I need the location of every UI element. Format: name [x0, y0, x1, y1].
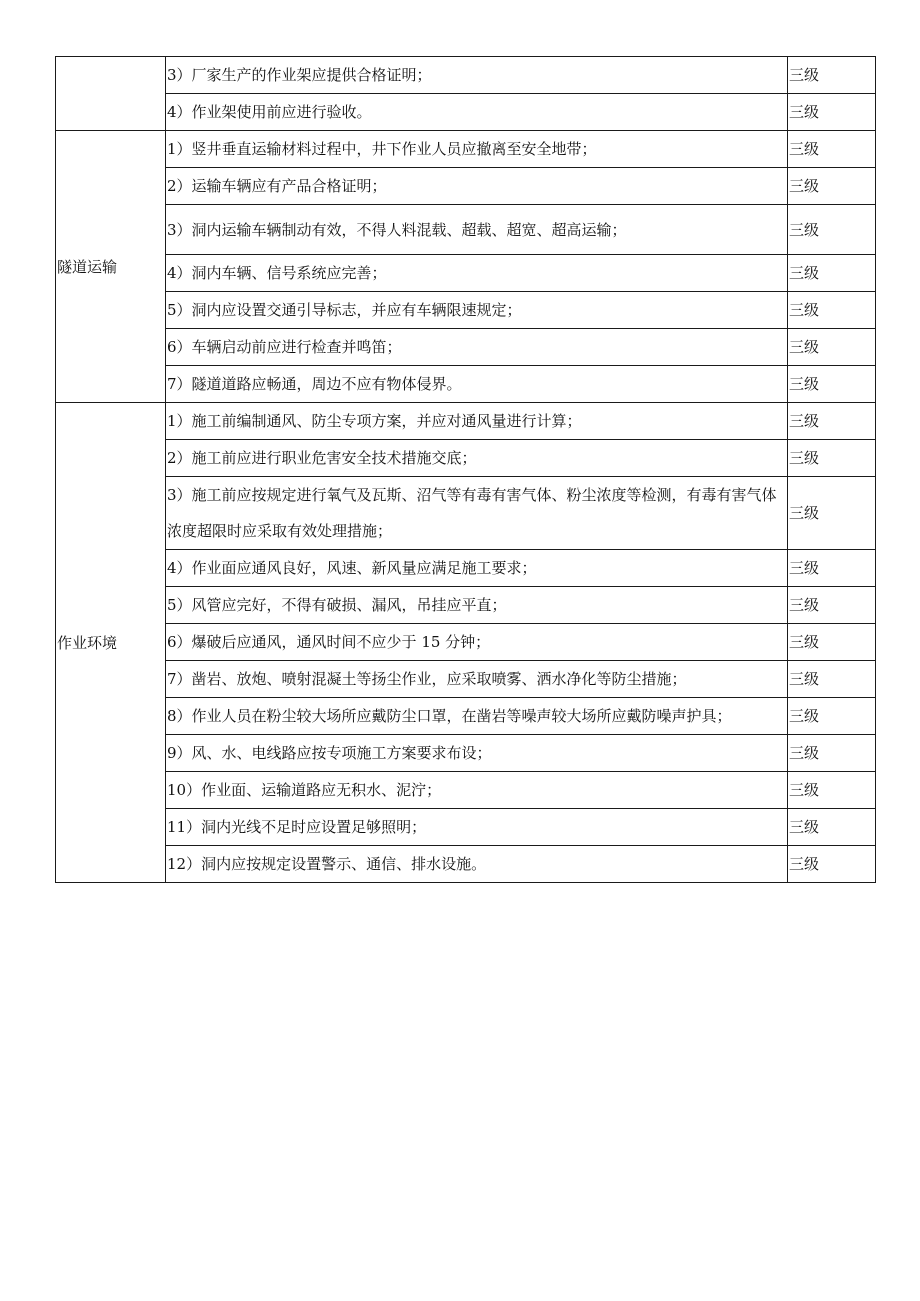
check-item: 12）洞内应按规定设置警示、通信、排水设施。	[166, 846, 788, 883]
category-cell: 作业环境	[56, 403, 166, 883]
level-cell: 三级	[788, 661, 876, 698]
level-cell: 三级	[788, 440, 876, 477]
table-row	[56, 131, 876, 168]
table-row	[56, 329, 876, 366]
level-cell: 三级	[788, 168, 876, 205]
level-cell: 三级	[788, 550, 876, 587]
check-item: 3）厂家生产的作业架应提供合格证明；	[166, 57, 788, 94]
table-row	[56, 846, 876, 883]
level-cell: 三级	[788, 846, 876, 883]
level-cell: 三级	[788, 809, 876, 846]
table-row	[56, 624, 876, 661]
safety-checklist-table	[55, 56, 876, 883]
level-cell: 三级	[788, 57, 876, 94]
check-item: 2）施工前应进行职业危害安全技术措施交底；	[166, 440, 788, 477]
table-row	[56, 366, 876, 403]
check-item: 4）洞内车辆、信号系统应完善；	[166, 255, 788, 292]
table-row	[56, 772, 876, 809]
check-item: 11）洞内光线不足时应设置足够照明；	[166, 809, 788, 846]
level-cell: 三级	[788, 329, 876, 366]
check-item: 5）洞内应设置交通引导标志，并应有车辆限速规定；	[166, 292, 788, 329]
level-cell: 三级	[788, 255, 876, 292]
level-cell: 三级	[788, 772, 876, 809]
table-row	[56, 735, 876, 772]
level-cell: 三级	[788, 131, 876, 168]
table-row	[56, 57, 876, 94]
check-item: 5）风管应完好，不得有破损、漏风，吊挂应平直；	[166, 587, 788, 624]
check-item: 1）施工前编制通风、防尘专项方案，并应对通风量进行计算；	[166, 403, 788, 440]
level-cell: 三级	[788, 94, 876, 131]
check-item: 7）凿岩、放炮、喷射混凝土等扬尘作业，应采取喷雾、洒水净化等防尘措施；	[166, 661, 788, 698]
table-row	[56, 809, 876, 846]
level-cell: 三级	[788, 403, 876, 440]
level-cell: 三级	[788, 735, 876, 772]
level-cell: 三级	[788, 366, 876, 403]
level-cell: 三级	[788, 205, 876, 255]
table-row	[56, 255, 876, 292]
level-cell: 三级	[788, 292, 876, 329]
table-row	[56, 292, 876, 329]
check-item: 3）洞内运输车辆制动有效，不得人料混载、超载、超宽、超高运输；	[166, 205, 788, 255]
check-item: 6）爆破后应通风，通风时间不应少于 15 分钟；	[166, 624, 788, 661]
check-item: 2）运输车辆应有产品合格证明；	[166, 168, 788, 205]
table-row	[56, 587, 876, 624]
check-item: 3）施工前应按规定进行氧气及瓦斯、沼气等有毒有害气体、粉尘浓度等检测，有毒有害气体浓度超限时应采取有效处理措施；	[166, 477, 788, 550]
check-item: 8）作业人员在粉尘较大场所应戴防尘口罩，在凿岩等噪声较大场所应戴防噪声护具；	[166, 698, 788, 735]
table-row	[56, 661, 876, 698]
table-row	[56, 550, 876, 587]
level-cell: 三级	[788, 477, 876, 550]
level-cell: 三级	[788, 624, 876, 661]
table-row	[56, 477, 876, 550]
check-item: 6）车辆启动前应进行检查并鸣笛；	[166, 329, 788, 366]
check-item: 1）竖井垂直运输材料过程中，井下作业人员应撤离至安全地带；	[166, 131, 788, 168]
table-row	[56, 698, 876, 735]
table-row	[56, 403, 876, 440]
level-cell: 三级	[788, 587, 876, 624]
category-cell	[56, 57, 166, 131]
check-item: 4）作业架使用前应进行验收。	[166, 94, 788, 131]
check-item: 4）作业面应通风良好，风速、新风量应满足施工要求；	[166, 550, 788, 587]
table-row	[56, 205, 876, 255]
level-cell: 三级	[788, 698, 876, 735]
table-row	[56, 94, 876, 131]
check-item: 9）风、水、电线路应按专项施工方案要求布设；	[166, 735, 788, 772]
category-cell: 隧道运输	[56, 131, 166, 403]
table-row	[56, 168, 876, 205]
table-row	[56, 440, 876, 477]
check-item: 10）作业面、运输道路应无积水、泥泞；	[166, 772, 788, 809]
check-item: 7）隧道道路应畅通，周边不应有物体侵界。	[166, 366, 788, 403]
